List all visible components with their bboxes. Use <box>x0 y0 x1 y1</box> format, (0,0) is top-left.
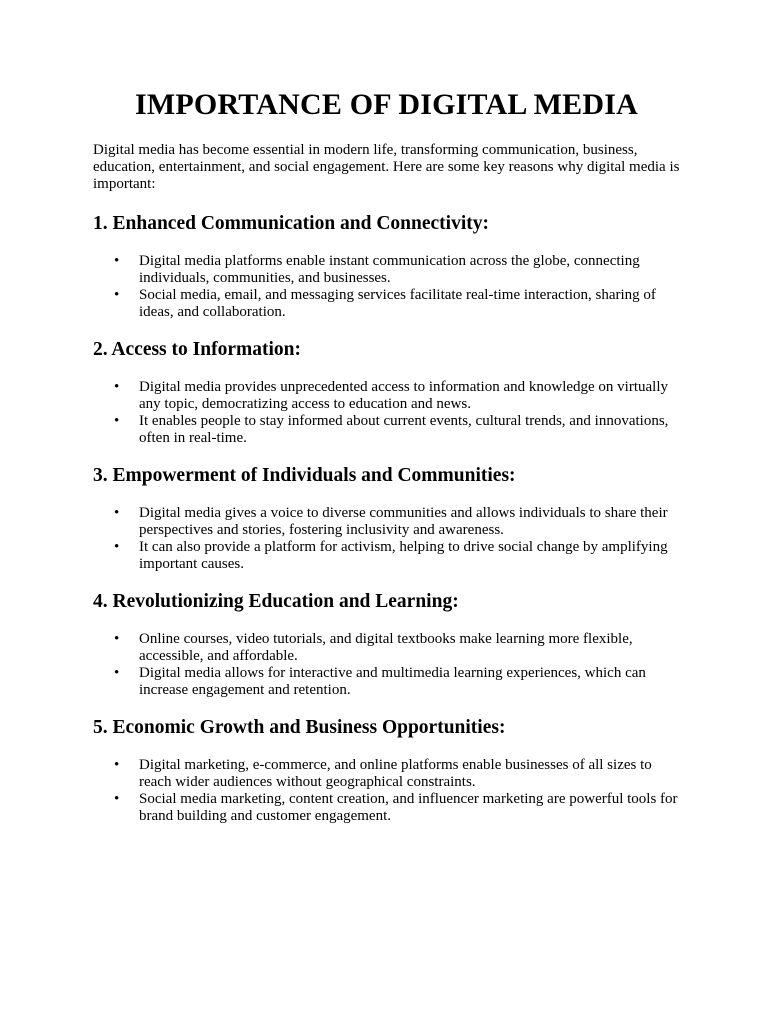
bullet-icon: • <box>114 253 120 269</box>
bullet-list <box>93 379 680 447</box>
list-item <box>93 631 680 665</box>
list-item <box>93 287 680 321</box>
bullet-icon: • <box>114 379 120 395</box>
list-item <box>93 757 680 791</box>
list-item-text: It can also provide a platform for activism, helping to drive social change by amplifying important causes. <box>139 539 668 572</box>
bullet-icon: • <box>114 631 120 647</box>
list-item <box>93 253 680 287</box>
list-item-text: Online courses, video tutorials, and digital textbooks make learning more flexible, accessible, and affordable. <box>139 631 633 664</box>
section-5 <box>93 717 680 825</box>
section-4 <box>93 591 680 699</box>
bullet-list <box>93 505 680 573</box>
list-item <box>93 791 680 825</box>
list-item-text: Digital media allows for interactive and multimedia learning experiences, which can increase engagement and retention. <box>139 665 646 698</box>
list-item <box>93 379 680 413</box>
section-heading: 3. Empowerment of Individuals and Communities: <box>93 465 516 486</box>
bullet-list <box>93 757 680 825</box>
bullet-list <box>93 631 680 699</box>
bullet-icon: • <box>114 505 120 521</box>
section-heading: 1. Enhanced Communication and Connectivity: <box>93 213 489 234</box>
list-item-text: Social media marketing, content creation, and influencer marketing are powerful tools for brand building and customer engagement. <box>139 791 678 824</box>
list-item-text: Digital media platforms enable instant communication across the globe, connecting individuals, communities, and businesses. <box>139 253 640 286</box>
list-item <box>93 505 680 539</box>
bullet-list <box>93 253 680 321</box>
bullet-icon: • <box>114 539 120 555</box>
list-item-text: Social media, email, and messaging services facilitate real-time interaction, sharing of ideas, and collaboration. <box>139 287 656 320</box>
list-item-text: Digital media provides unprecedented access to information and knowledge on virtually any topic, democratizing access to education and news. <box>139 379 669 412</box>
document-title: IMPORTANCE OF DIGITAL MEDIA <box>135 88 638 121</box>
list-item-text: It enables people to stay informed about current events, cultural trends, and innovations, often in real-time. <box>139 413 669 446</box>
bullet-icon: • <box>114 665 120 681</box>
section-3 <box>93 465 680 573</box>
list-item <box>93 413 680 447</box>
section-heading: 5. Economic Growth and Business Opportunities: <box>93 717 506 738</box>
bullet-icon: • <box>114 791 120 807</box>
list-item-text: Digital marketing, e-commerce, and online platforms enable businesses of all sizes to reach wider audiences without geographical constraints. <box>139 757 652 790</box>
bullet-icon: • <box>114 287 120 303</box>
bullet-icon: • <box>114 757 120 773</box>
bullet-icon: • <box>114 413 120 429</box>
list-item-text: Digital media gives a voice to diverse communities and allows individuals to share their perspectives and stories, fostering inclusivity and awareness. <box>139 505 668 538</box>
section-heading: 2. Access to Information: <box>93 339 301 360</box>
list-item <box>93 539 680 573</box>
list-item <box>93 665 680 699</box>
intro-paragraph: Digital media has become essential in modern life, transforming communication, business, education, entertainment, and social engagement. Here are some key reasons why digital media is important: <box>93 142 680 192</box>
section-1 <box>93 213 680 321</box>
section-heading: 4. Revolutionizing Education and Learning: <box>93 591 459 612</box>
section-2 <box>93 339 680 447</box>
